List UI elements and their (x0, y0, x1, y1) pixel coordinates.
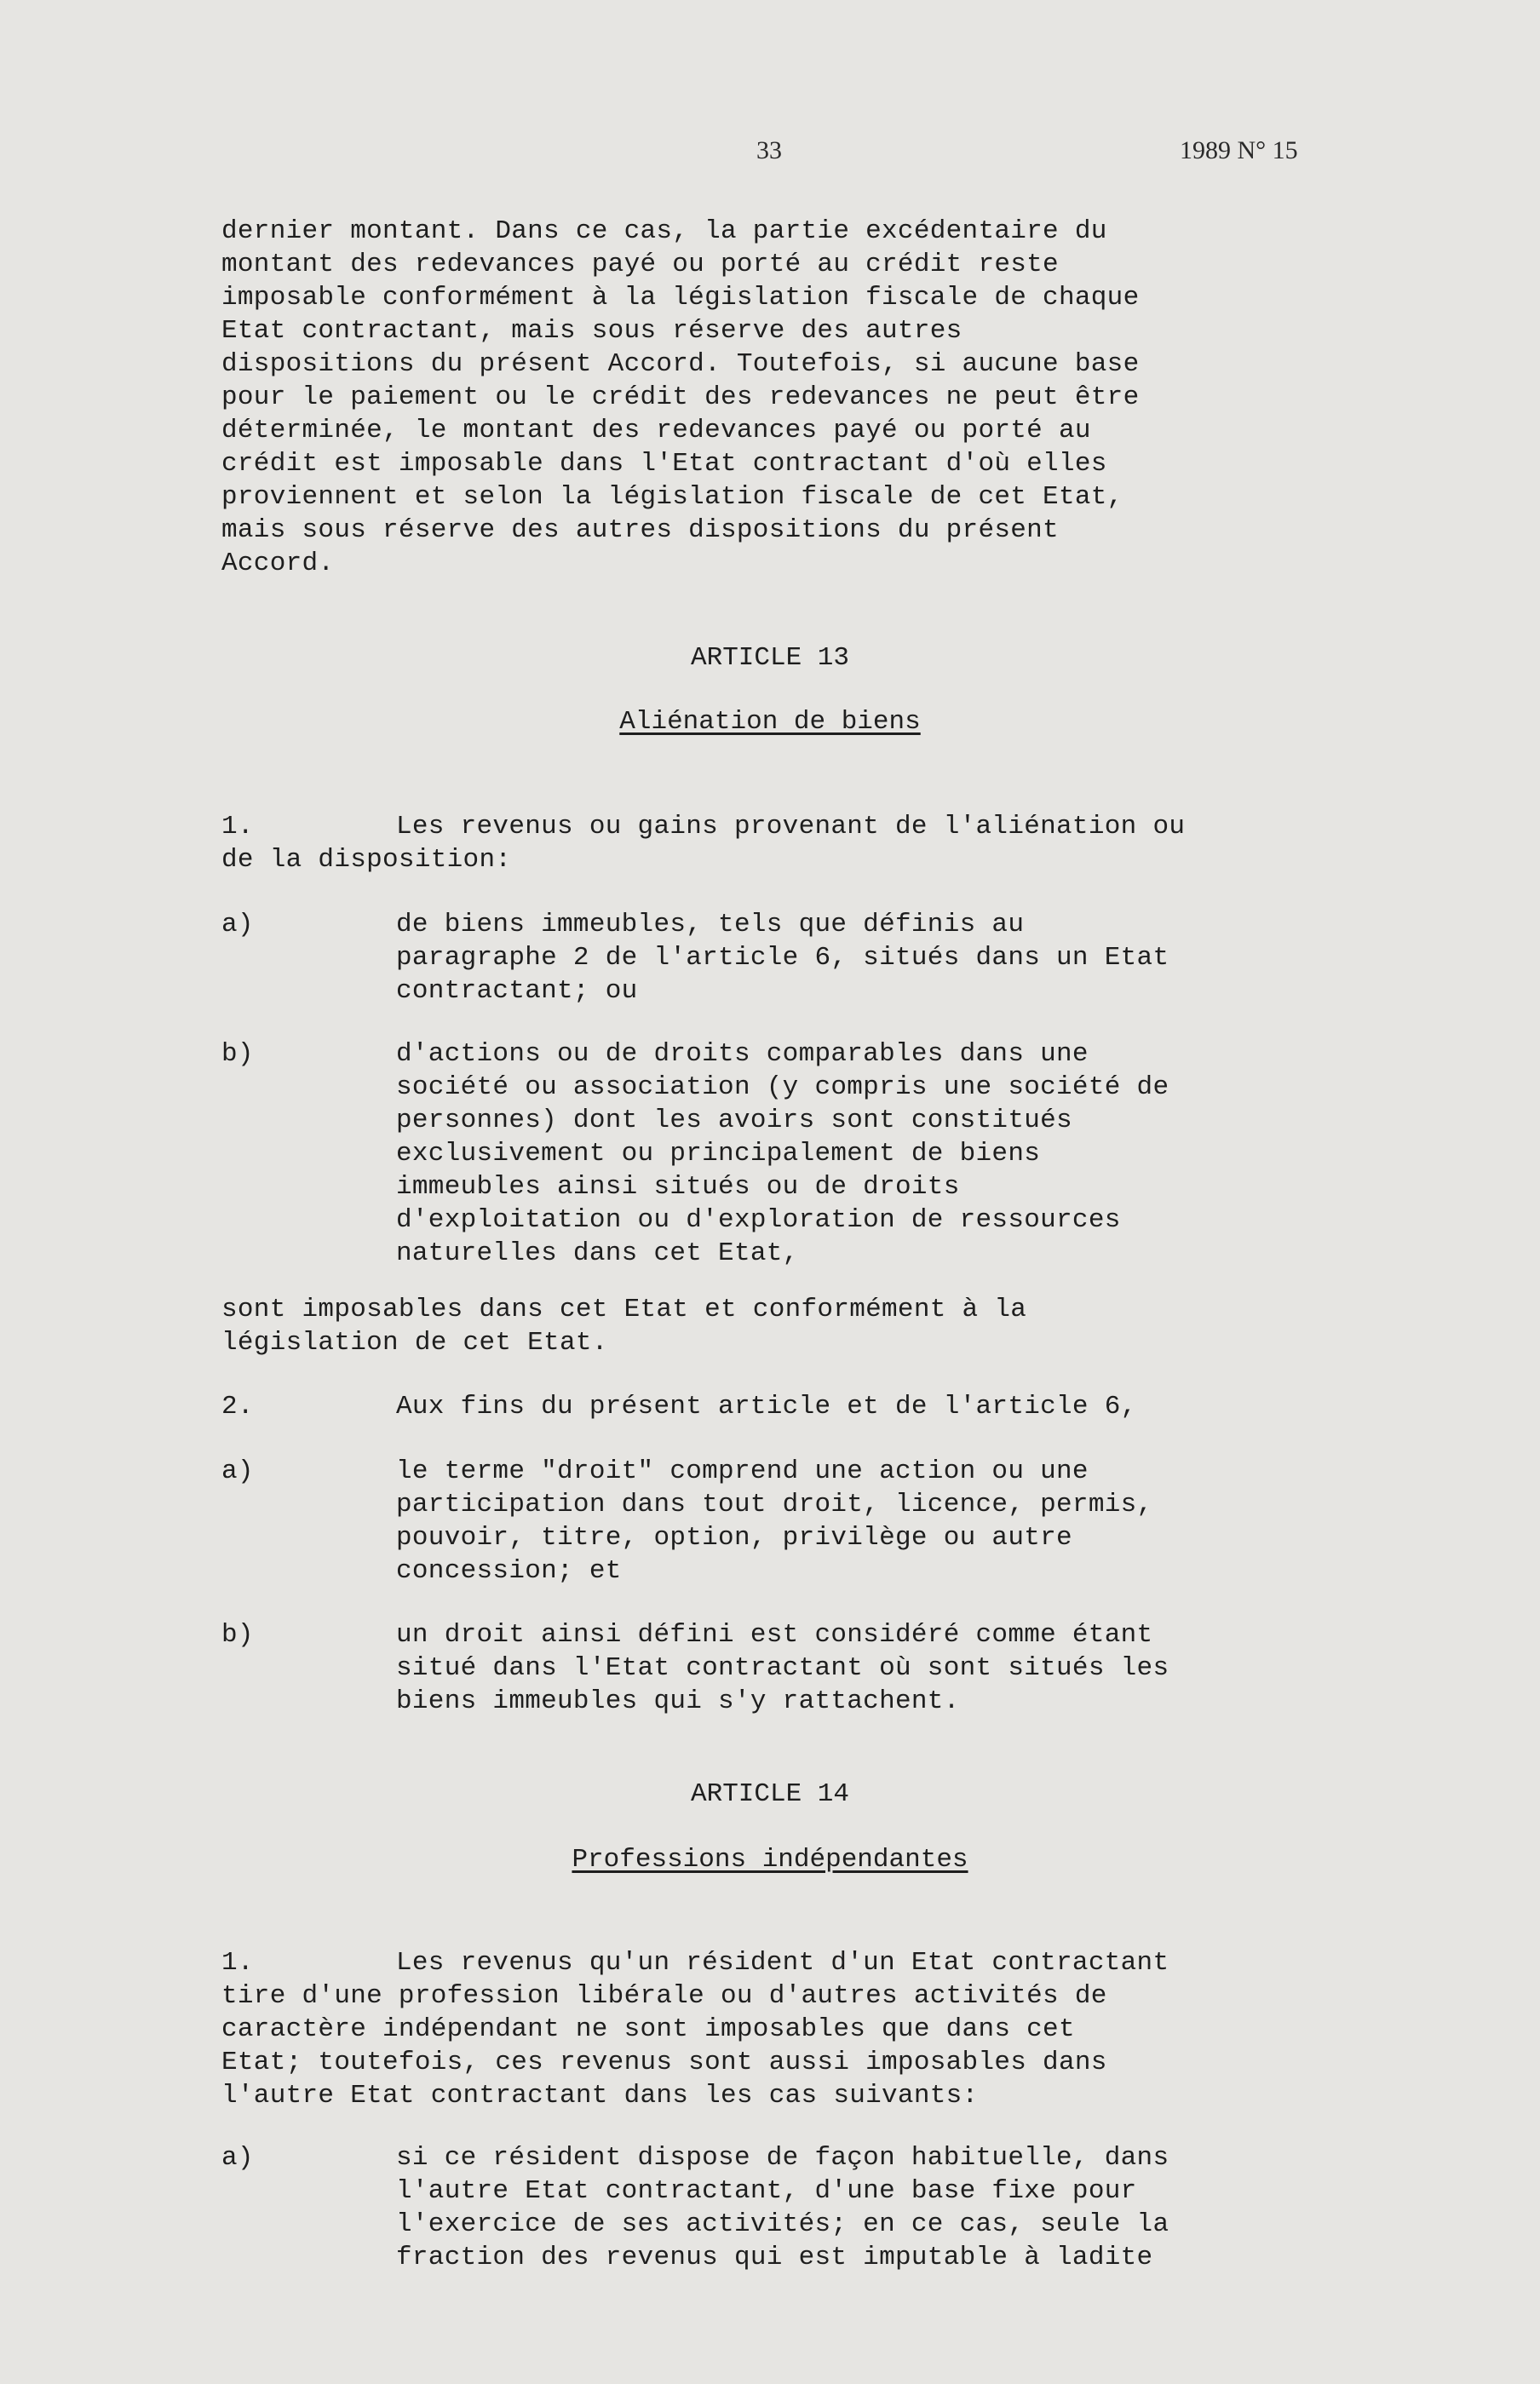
article-14-item-a-marker: a) (221, 2143, 254, 2173)
page-number: 33 (756, 136, 782, 164)
article-13-item-b-marker: b) (221, 1039, 254, 1069)
article-13-item-a-text: de biens immeubles, tels que définis au paragraphe 2 de l'article 6, situés dans un Etat contractant; ou (396, 910, 1169, 1006)
intro-paragraph: dernier montant. Dans ce cas, la partie excédentaire du montant des redevances payé ou porté au crédit reste imposable conformément à la législation fiscale de chaque Etat contractant, mais sous réserve des autres dispositions du présent Accord. Toutefois, si aucune base pour le paiement ou le crédit des redevances ne peut être déterminée, le montant des redevances payé ou porté au crédit est imposable dans l'Etat contractant d'où elles proviennent et selon la législation fiscale de cet Etat, mais sous réserve des autres dispositions du présent Accord. (221, 216, 1140, 578)
article-14-heading: ARTICLE 14 (690, 1779, 850, 1809)
article-13-para-1-first-line: Les revenus ou gains provenant de l'aliénation ou (396, 812, 1186, 842)
article-13-para-2-item-b-text: un droit ainsi défini est considéré comme étant situé dans l'Etat contractant où sont situés les biens immeubles qui s'y rattachent. (396, 1620, 1169, 1716)
article-14-para-1-number: 1. (221, 1948, 254, 1978)
article-13-closing: sont imposables dans cet Etat et conformément à la législation de cet Etat. (221, 1295, 1027, 1358)
article-14-para-1-rest: tire d'une profession libérale ou d'autres activités de caractère indépendant ne sont imposables que dans cet Etat; toutefois, ces revenus sont aussi imposables dans l'autre Etat contractant dans les cas suivants: (221, 1981, 1107, 2111)
article-13-heading: ARTICLE 13 (690, 643, 850, 673)
article-13-para-2-number: 2. (221, 1392, 254, 1422)
document-reference: 1989 N° 15 (1180, 136, 1298, 164)
article-13-para-1-number: 1. (221, 812, 254, 842)
article-14-para-1-first-line: Les revenus qu'un résident d'un Etat contractant (396, 1948, 1169, 1978)
article-13-item-a-marker: a) (221, 910, 254, 939)
article-13-item-b-text: d'actions ou de droits comparables dans une société ou association (y compris une société de personnes) dont les avoirs sont constitués exclusivement ou principalement de biens immeubles ainsi situés ou de droits d'exploitation ou d'exploration de ressources naturelles dans cet Etat, (396, 1039, 1169, 1268)
article-13-para-2-item-a-text: le terme "droit" comprend une action ou une participation dans tout droit, licence, permis, pouvoir, titre, option, privilège ou autre concession; et (396, 1456, 1153, 1586)
article-13-para-2-item-a-marker: a) (221, 1456, 254, 1486)
article-13-para-2-first-line: Aux fins du présent article et de l'article 6, (396, 1392, 1137, 1422)
article-13-para-1-rest: de la disposition: (221, 845, 512, 875)
article-13-subtitle: Aliénation de biens (619, 707, 921, 737)
article-14-item-a-text: si ce résident dispose de façon habituelle, dans l'autre Etat contractant, d'une base fixe pour l'exercice de ses activités; en ce cas, seule la fraction des revenus qui est imputable à ladite (396, 2143, 1169, 2272)
article-13-para-2-item-b-marker: b) (221, 1620, 254, 1650)
article-14-subtitle: Professions indépendantes (572, 1845, 968, 1875)
